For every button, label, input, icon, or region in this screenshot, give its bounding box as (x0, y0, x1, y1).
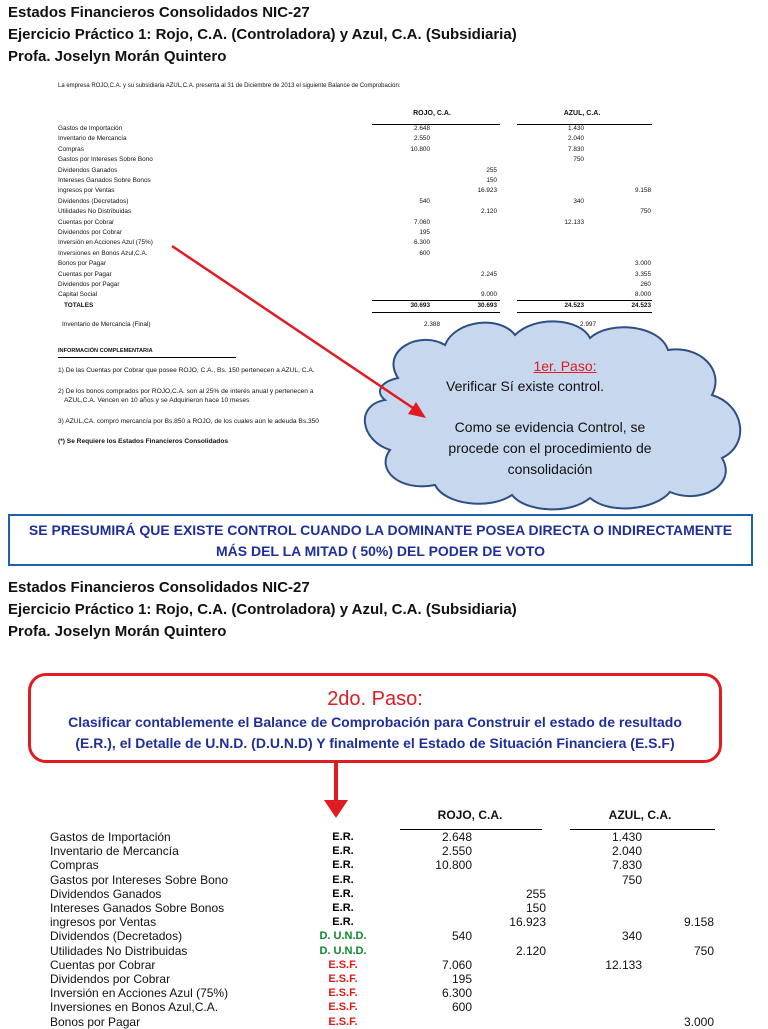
row-label: Gastos por Intereses Sobre Bono (58, 156, 153, 164)
step2-line1: Clasificar contablemente el Balance de Comprobación para Construir el estado de resultado (68, 714, 682, 730)
section2-title: Estados Financieros Consolidados NIC-27 (8, 579, 310, 596)
azul-debit: 1.430 (611, 830, 642, 844)
rojo-credit: 2.245 (481, 270, 497, 278)
azul-debit: 340 (621, 929, 642, 944)
row-label: Inversión en Acciones Azul (75%) (58, 239, 153, 247)
rojo-debit: 600 (419, 249, 430, 257)
row-label: Compras (50, 858, 99, 873)
row-label: ingresos por Ventas (50, 915, 157, 930)
step2-box (28, 673, 722, 763)
rojo-debit: 6.300 (441, 986, 472, 1001)
azul-debit: 340 (573, 197, 584, 205)
row-label: Gastos de Importación (58, 125, 123, 132)
row-label: Dividendos (Decretados) (58, 197, 129, 205)
table-row (0, 1015, 768, 1029)
col-azul: AZUL, C.A. (563, 110, 601, 117)
row-label: Inversión en Acciones Azul (75%) (50, 986, 229, 1001)
note-2-cont: AZUL,C.A. Vencen en 10 años y se Adquirieron hace 10 meses (64, 397, 250, 404)
down-arrow-icon (316, 762, 356, 822)
classification-badge: E.S.F. (328, 1015, 358, 1028)
cloud-line1: Verificar Sí existe control. (446, 378, 604, 394)
classification-badge: E.R. (332, 887, 354, 900)
azul-debit: 2.040 (611, 844, 642, 859)
azul-credit: 3.355 (635, 270, 651, 278)
cloud-title: 1er. Paso: (533, 358, 597, 374)
row-label: Bonos por Pagar (50, 1014, 141, 1029)
azul-debit: 12.133 (564, 218, 584, 226)
section1-subtitle: Ejercicio Práctico 1: Rojo, C.A. (Controladora) y Azul, C.A. (Subsidiaria) (8, 26, 517, 43)
rojo-debit: 2.648 (441, 830, 472, 844)
azul-credit: 9.158 (683, 915, 714, 930)
step2-line2: (E.R.), el Detalle de U.N.D. (D.U.N.D) Y finalmente el Estado de Situación Financiera (E.S.F) (75, 735, 675, 751)
totals-azul-debit: 24.523 (564, 302, 584, 309)
row-label: Dividendos (Decretados) (50, 929, 183, 944)
rojo-debit: 540 (419, 197, 430, 205)
rojo-debit: 2.550 (414, 135, 430, 143)
note-2: 2) De los bonos comprados por ROJO,C.A. son al 25% de interés anual y pertenecen a (58, 388, 314, 395)
rojo-debit: 195 (419, 229, 430, 236)
rojo-debit: 6.300 (414, 239, 430, 247)
rojo-credit: 16.923 (509, 915, 546, 930)
azul-credit: 8.000 (635, 291, 651, 299)
rojo-debit: 10.800 (410, 145, 430, 153)
classification-badge: E.S.F. (328, 958, 358, 971)
rojo-debit: 10.800 (435, 858, 472, 873)
classification-badge: D. U.N.D. (319, 944, 367, 957)
row-label: Dividendos Ganados (50, 886, 162, 901)
classification-badge: D. U.N.D. (319, 930, 367, 943)
final-inventory-label: Inventario de Mercancía (Final) (62, 321, 151, 328)
rojo-credit: 2.120 (481, 208, 497, 216)
section2-subtitle: Ejercicio Práctico 1: Rojo, C.A. (Controladora) y Azul, C.A. (Subsidiaria) (8, 601, 517, 618)
rojo-debit: 195 (451, 972, 472, 986)
classification-badge: E.R. (332, 902, 354, 914)
classification-badge: E.S.F. (328, 973, 358, 985)
rojo-debit: 7.060 (414, 218, 430, 226)
section1-title: Estados Financieros Consolidados NIC-27 (8, 4, 310, 21)
cloud-line3: procede con el procedimiento de (448, 440, 652, 456)
table-row (0, 986, 768, 1000)
classification-badge: E.R. (332, 831, 354, 843)
rojo-credit: 255 (486, 166, 497, 174)
row-label: Gastos de Importación (50, 830, 171, 844)
table-row (0, 901, 768, 915)
azul-credit: 3.000 (683, 1014, 714, 1029)
control-banner (8, 514, 753, 566)
row-label: Intereses Ganados Sobre Bonos (50, 901, 225, 915)
azul-credit: 9.158 (635, 187, 651, 195)
classification-badge: E.R. (332, 916, 354, 929)
row-label: Dividendos Ganados (58, 166, 118, 174)
azul-debit: 7.830 (611, 858, 642, 873)
azul-credit: 3.000 (635, 260, 651, 268)
note-required: (*) Se Requiere los Estados Financieros Consolidados (58, 438, 229, 445)
col-rojo: ROJO, C.A. (413, 110, 451, 117)
table-row (0, 972, 768, 986)
table-row (0, 830, 768, 844)
row-label: Utilidades No Distribuidas (58, 208, 132, 216)
banner-line1: SE PRESUMIRÁ QUE EXISTE CONTROL CUANDO LA DOMINANTE POSEA DIRECTA O INDIRECTAMENTE (28, 522, 733, 538)
row-label: Dividendos por Cobrar (50, 972, 171, 986)
section2-author: Profa. Joselyn Morán Quintero (8, 623, 227, 640)
banner-line2: MÁS DEL LA MITAD ( 50%) DEL PODER DE VOTO (215, 543, 546, 559)
row-label: Inversiones en Bonos Azul,C.A. (58, 249, 148, 257)
table-row (0, 844, 768, 858)
totals-rojo-debit: 30.693 (410, 302, 430, 309)
note-1: 1) De las Cuentas por Cobrar que posee ROJO, C.A., Bs. 150 pertenecen a AZUL, C.A. (58, 367, 315, 374)
row-label: Inversiones en Bonos Azul,C.A. (50, 1000, 219, 1015)
intro-text: La empresa ROJO,C.A. y su subsidiaria AZUL,C.A. presenta al 31 de Diciembre de 2013 el siguiente Balance de Comprobación: (58, 83, 401, 89)
row-label: Utilidades No Distribuidas (50, 943, 188, 958)
row-label: Inventario de Mercancía (58, 135, 127, 143)
rojo-debit: 2.550 (441, 844, 472, 859)
totals-azul-credit: 24.523 (631, 302, 651, 309)
row-label: Gastos por Intereses Sobre Bono (50, 872, 229, 887)
row-label: Compras (58, 145, 84, 153)
step2-title: 2do. Paso: (327, 688, 423, 710)
azul-debit: 2.040 (568, 135, 584, 143)
rojo-credit: 9.000 (481, 291, 497, 299)
azul-credit: 260 (640, 281, 651, 288)
rojo-credit: 2.120 (515, 943, 546, 958)
rojo-credit: 150 (486, 177, 497, 184)
col2-azul: AZUL, C.A. (608, 808, 672, 822)
table-row (0, 887, 768, 901)
table-row (0, 944, 768, 958)
note-3: 3) AZUL,CA. compró mercancía por Bs.850 a ROJO, de los cuales aún le adeuda Bs.350 (58, 418, 319, 425)
table-row (0, 958, 768, 972)
table-row (0, 929, 768, 943)
row-label: Capital Social (58, 291, 98, 299)
section1-author: Profa. Joselyn Morán Quintero (8, 48, 227, 65)
table-row (0, 1000, 768, 1014)
azul-credit: 750 (640, 208, 651, 216)
final-inventory-azul: 2.997 (580, 321, 596, 328)
col2-rojo: ROJO, C.A. (437, 808, 503, 822)
row-label: Cuentas por Pagar (58, 270, 112, 278)
rojo-credit: 255 (525, 886, 546, 901)
row-label: Dividendos por Pagar (58, 281, 120, 288)
rojo-credit: 16.923 (477, 187, 497, 195)
classification-badge: E.S.F. (328, 1001, 358, 1014)
azul-debit: 750 (621, 872, 642, 887)
table-row (0, 873, 768, 887)
info-title: INFORMACIÓN COMPLEMENTARIA (58, 348, 153, 354)
rojo-debit: 540 (451, 929, 472, 944)
azul-debit: 7.830 (568, 145, 584, 153)
classification-badge: E.S.F. (328, 987, 358, 1000)
classification-badge: E.R. (332, 859, 354, 872)
row-label: ingresos por Ventas (58, 187, 115, 195)
azul-debit: 1.430 (568, 125, 584, 132)
pointer-arrow-line (172, 246, 416, 410)
rojo-credit: 150 (525, 901, 546, 915)
row-label: Cuentas por Cobrar (58, 218, 115, 226)
classification-badge: E.R. (332, 845, 354, 858)
azul-debit: 12.133 (605, 957, 642, 972)
row-label: Bonos por Pagar (58, 260, 106, 268)
row-label: Cuentas por Cobrar (50, 957, 156, 972)
totals-label: TOTALES (64, 302, 94, 309)
table-row (0, 915, 768, 929)
classification-badge: E.R. (332, 873, 354, 886)
rojo-debit: 600 (451, 1000, 472, 1015)
cloud-line2: Como se evidencia Control, se (454, 419, 646, 435)
azul-debit: 750 (573, 156, 584, 164)
cloud-line4: consolidación (507, 461, 593, 477)
final-inventory-rojo: 2.388 (424, 321, 440, 328)
rojo-debit: 7.060 (441, 957, 472, 972)
row-label: Dividendos por Cobrar (58, 229, 122, 236)
totals-rojo-credit: 30.693 (477, 302, 497, 309)
row-label: Intereses Ganados Sobre Bonos (58, 177, 151, 184)
rojo-debit: 2.648 (414, 125, 430, 132)
azul-credit: 750 (693, 943, 714, 958)
table-row (0, 858, 768, 872)
row-label: Inventario de Mercancía (50, 844, 179, 859)
